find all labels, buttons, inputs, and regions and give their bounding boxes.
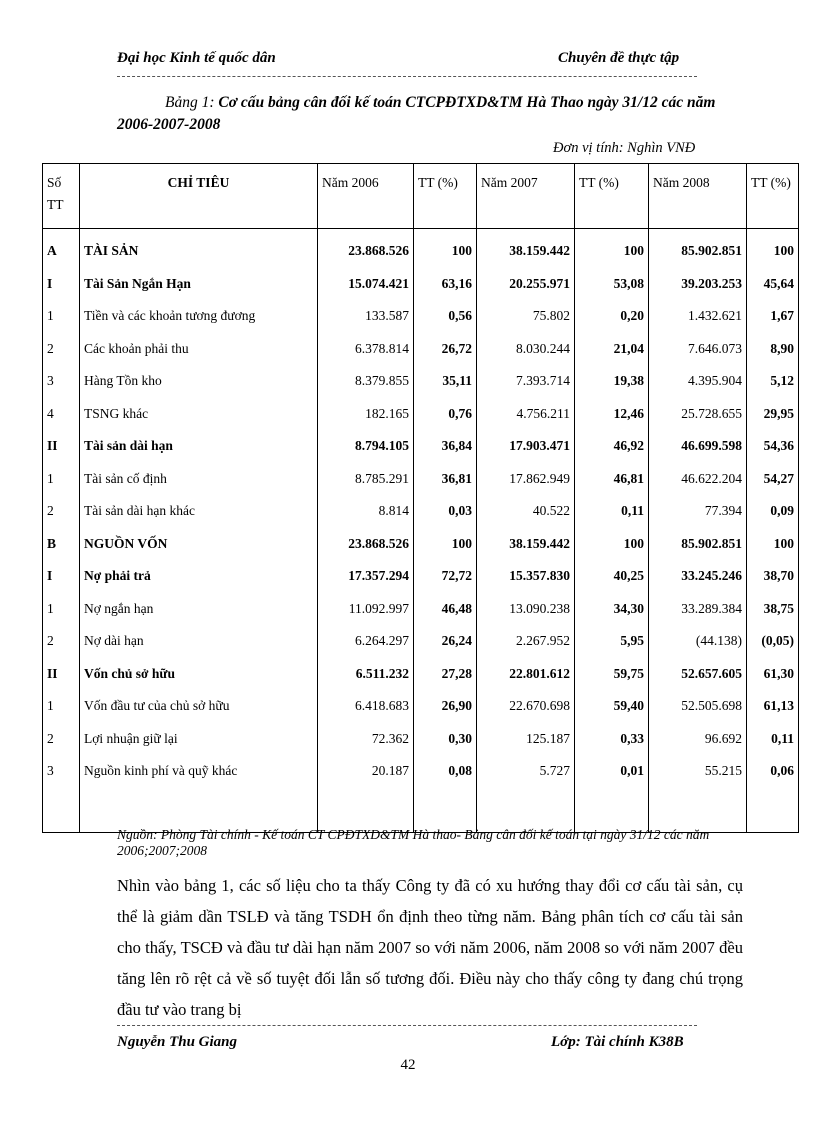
table-cell: 0,33 bbox=[575, 723, 649, 756]
table-cell: 3 bbox=[43, 755, 80, 788]
caption-text: Cơ cấu bảng cân đối kế toán CTCPĐTXD&TM Hà Thao ngày 31/12 các năm 2006-2007-2008 bbox=[117, 94, 716, 133]
table-cell: 8,90 bbox=[747, 333, 799, 366]
table-cell: 20.187 bbox=[318, 755, 414, 788]
table-cell: 21,04 bbox=[575, 333, 649, 366]
table-cell: 1 bbox=[43, 593, 80, 626]
table-cell: 40.522 bbox=[477, 495, 575, 528]
table-cell: 0,11 bbox=[575, 495, 649, 528]
table-cell: 46.622.204 bbox=[649, 463, 747, 496]
table-cell: Các khoản phải thu bbox=[80, 333, 318, 366]
table-row bbox=[43, 528, 799, 561]
table-cell: 13.090.238 bbox=[477, 593, 575, 626]
table-cell: 100 bbox=[575, 229, 649, 268]
table-cell: 11.092.997 bbox=[318, 593, 414, 626]
table-cell: 19,38 bbox=[575, 365, 649, 398]
footer-author: Nguyễn Thu Giang bbox=[117, 1034, 238, 1050]
table-cell: 63,16 bbox=[414, 268, 477, 301]
table-cell: 29,95 bbox=[747, 398, 799, 431]
table-cell: 26,90 bbox=[414, 690, 477, 723]
header-university: Đại học Kinh tế quốc dân bbox=[117, 50, 276, 66]
table-cell: 85.902.851 bbox=[649, 229, 747, 268]
table-cell: 27,28 bbox=[414, 658, 477, 691]
table-cell: Lợi nhuận giữ lại bbox=[80, 723, 318, 756]
table-cell: 33.245.246 bbox=[649, 560, 747, 593]
table-row bbox=[43, 365, 799, 398]
table-cell: B bbox=[43, 528, 80, 561]
table-cell: 100 bbox=[414, 229, 477, 268]
page-number: 42 bbox=[400, 1057, 416, 1073]
table-cell: 17.357.294 bbox=[318, 560, 414, 593]
table-cell: Nợ dài hạn bbox=[80, 625, 318, 658]
table-caption bbox=[117, 92, 747, 136]
table-cell: 96.692 bbox=[649, 723, 747, 756]
table-cell: 77.394 bbox=[649, 495, 747, 528]
table-cell: Vốn chủ sở hữu bbox=[80, 658, 318, 691]
table-cell: 17.862.949 bbox=[477, 463, 575, 496]
table-cell: 7.646.073 bbox=[649, 333, 747, 366]
table-cell: 100 bbox=[414, 528, 477, 561]
footer-class: Lớp: Tài chính K38B bbox=[551, 1034, 684, 1050]
table-cell: 52.505.698 bbox=[649, 690, 747, 723]
table-cell: 0,11 bbox=[747, 723, 799, 756]
table-cell: 46,81 bbox=[575, 463, 649, 496]
table-row bbox=[43, 560, 799, 593]
header-divider bbox=[117, 76, 697, 77]
header-cell: TT (%) bbox=[575, 164, 649, 229]
table-cell: 38,75 bbox=[747, 593, 799, 626]
table-cell bbox=[575, 788, 649, 833]
table-cell: 7.393.714 bbox=[477, 365, 575, 398]
table-cell: 0,56 bbox=[414, 300, 477, 333]
table-cell: A bbox=[43, 229, 80, 268]
table-cell: 54,36 bbox=[747, 430, 799, 463]
table-cell: 2.267.952 bbox=[477, 625, 575, 658]
table-cell: Tài Sản Ngắn Hạn bbox=[80, 268, 318, 301]
table-cell: 8.814 bbox=[318, 495, 414, 528]
table-cell: Vốn đầu tư của chủ sở hữu bbox=[80, 690, 318, 723]
table-cell: 0,30 bbox=[414, 723, 477, 756]
table-row bbox=[43, 593, 799, 626]
table-row bbox=[43, 690, 799, 723]
table-cell: II bbox=[43, 658, 80, 691]
table-cell: 6.511.232 bbox=[318, 658, 414, 691]
table-cell: 125.187 bbox=[477, 723, 575, 756]
table-cell: TSNG khác bbox=[80, 398, 318, 431]
table-row bbox=[43, 723, 799, 756]
table-cell: 100 bbox=[747, 229, 799, 268]
table-cell: 38.159.442 bbox=[477, 229, 575, 268]
table-cell: 17.903.471 bbox=[477, 430, 575, 463]
table-cell: 0,01 bbox=[575, 755, 649, 788]
table-row bbox=[43, 268, 799, 301]
table-cell: 5.727 bbox=[477, 755, 575, 788]
table-cell: 25.728.655 bbox=[649, 398, 747, 431]
table-cell: 0,06 bbox=[747, 755, 799, 788]
table-cell: I bbox=[43, 560, 80, 593]
table-cell: 40,25 bbox=[575, 560, 649, 593]
table-cell: 72.362 bbox=[318, 723, 414, 756]
table-row bbox=[43, 463, 799, 496]
table-cell: 46.699.598 bbox=[649, 430, 747, 463]
table-cell: 0,08 bbox=[414, 755, 477, 788]
table-cell: 34,30 bbox=[575, 593, 649, 626]
table-cell: 1,67 bbox=[747, 300, 799, 333]
source-note: Nguồn: Phòng Tài chính - Kế toán CT CPĐTXD&TM Hà thao- Bảng cân đối kế toán tại ngày 31/12 các năm 2006;2007;2008 bbox=[117, 827, 710, 858]
table-cell bbox=[477, 788, 575, 833]
table-cell: 53,08 bbox=[575, 268, 649, 301]
table-row bbox=[43, 430, 799, 463]
table-cell: 46,48 bbox=[414, 593, 477, 626]
table-row bbox=[43, 495, 799, 528]
table-cell: 4 bbox=[43, 398, 80, 431]
table-cell: 72,72 bbox=[414, 560, 477, 593]
header-cell: Năm 2008 bbox=[649, 164, 747, 229]
table-body bbox=[43, 229, 799, 833]
table-cell: 23.868.526 bbox=[318, 528, 414, 561]
table-cell: 2 bbox=[43, 723, 80, 756]
table-cell: 182.165 bbox=[318, 398, 414, 431]
table-cell: 4.395.904 bbox=[649, 365, 747, 398]
table-cell: 1 bbox=[43, 690, 80, 723]
table-cell: 6.418.683 bbox=[318, 690, 414, 723]
table-cell bbox=[649, 788, 747, 833]
header-cell: Năm 2006 bbox=[318, 164, 414, 229]
table-cell: Nợ phải trả bbox=[80, 560, 318, 593]
table-cell: Tiền và các khoản tương đương bbox=[80, 300, 318, 333]
table-cell: 2 bbox=[43, 495, 80, 528]
table-cell: 35,11 bbox=[414, 365, 477, 398]
table-cell bbox=[43, 788, 80, 833]
table-row bbox=[43, 625, 799, 658]
table-cell: (0,05) bbox=[747, 625, 799, 658]
table-cell: 26,72 bbox=[414, 333, 477, 366]
table-cell: 5,95 bbox=[575, 625, 649, 658]
table-row bbox=[43, 755, 799, 788]
table-cell: 133.587 bbox=[318, 300, 414, 333]
table-cell: 15.357.830 bbox=[477, 560, 575, 593]
table-cell: Tài sản dài hạn bbox=[80, 430, 318, 463]
table-cell: Nợ ngắn hạn bbox=[80, 593, 318, 626]
table-cell bbox=[414, 788, 477, 833]
table-cell: I bbox=[43, 268, 80, 301]
table-cell: Tài sản cố định bbox=[80, 463, 318, 496]
table-cell: 45,64 bbox=[747, 268, 799, 301]
table-cell: 54,27 bbox=[747, 463, 799, 496]
table-cell: 36,81 bbox=[414, 463, 477, 496]
table-cell: 0,76 bbox=[414, 398, 477, 431]
table-cell: 22.801.612 bbox=[477, 658, 575, 691]
table-cell: 46,92 bbox=[575, 430, 649, 463]
table-cell: 59,75 bbox=[575, 658, 649, 691]
footer-divider bbox=[117, 1025, 697, 1026]
table-cell: 2 bbox=[43, 333, 80, 366]
table-cell: 85.902.851 bbox=[649, 528, 747, 561]
table-cell bbox=[318, 788, 414, 833]
table-cell: 100 bbox=[575, 528, 649, 561]
table-cell: 3 bbox=[43, 365, 80, 398]
table-row bbox=[43, 658, 799, 691]
table-header-row bbox=[43, 164, 799, 229]
table-cell: Nguồn kinh phí và quỹ khác bbox=[80, 755, 318, 788]
table-cell: 8.379.855 bbox=[318, 365, 414, 398]
table-cell: 8.030.244 bbox=[477, 333, 575, 366]
table-row bbox=[43, 300, 799, 333]
table-cell: 1.432.621 bbox=[649, 300, 747, 333]
table-cell: 1 bbox=[43, 463, 80, 496]
table-cell bbox=[80, 788, 318, 833]
table-cell: 0,09 bbox=[747, 495, 799, 528]
table-cell: 6.264.297 bbox=[318, 625, 414, 658]
table-cell: 8.785.291 bbox=[318, 463, 414, 496]
table-cell: 12,46 bbox=[575, 398, 649, 431]
table-cell: 75.802 bbox=[477, 300, 575, 333]
header-report-type: Chuyên đề thực tập bbox=[558, 50, 680, 66]
header-cell: TT (%) bbox=[414, 164, 477, 229]
table-cell: 8.794.105 bbox=[318, 430, 414, 463]
table-cell: 1 bbox=[43, 300, 80, 333]
table-cell: 20.255.971 bbox=[477, 268, 575, 301]
table-cell: 38.159.442 bbox=[477, 528, 575, 561]
table-cell: 39.203.253 bbox=[649, 268, 747, 301]
table-cell: Hàng Tồn kho bbox=[80, 365, 318, 398]
header-cell: Năm 2007 bbox=[477, 164, 575, 229]
header-cell: TT (%) bbox=[747, 164, 799, 229]
table-cell: 36,84 bbox=[414, 430, 477, 463]
table-cell: II bbox=[43, 430, 80, 463]
table-cell: 100 bbox=[747, 528, 799, 561]
table-cell: (44.138) bbox=[649, 625, 747, 658]
table-cell: 15.074.421 bbox=[318, 268, 414, 301]
table-row bbox=[43, 333, 799, 366]
table-row bbox=[43, 229, 799, 268]
table-cell: 2 bbox=[43, 625, 80, 658]
table-spacer-row bbox=[43, 788, 799, 833]
table-cell bbox=[747, 788, 799, 833]
unit-label: Đơn vị tính: Nghìn VNĐ bbox=[553, 140, 696, 156]
table-cell: 5,12 bbox=[747, 365, 799, 398]
header-cell: CHỈ TIÊU bbox=[80, 164, 318, 229]
table-cell: 61,13 bbox=[747, 690, 799, 723]
table-cell: 4.756.211 bbox=[477, 398, 575, 431]
table-cell: 26,24 bbox=[414, 625, 477, 658]
table-cell: 23.868.526 bbox=[318, 229, 414, 268]
table-cell: 61,30 bbox=[747, 658, 799, 691]
header-cell: Số TT bbox=[43, 164, 80, 229]
table-cell: 55.215 bbox=[649, 755, 747, 788]
table-cell: 0,20 bbox=[575, 300, 649, 333]
table-cell: 59,40 bbox=[575, 690, 649, 723]
table-cell: 38,70 bbox=[747, 560, 799, 593]
table-row bbox=[43, 398, 799, 431]
table-cell: 0,03 bbox=[414, 495, 477, 528]
table-cell: TÀI SẢN bbox=[80, 229, 318, 268]
body-paragraph: Nhìn vào bảng 1, các số liệu cho ta thấy Công ty đã có xu hướng thay đổi cơ cấu tài sản, cụ thể là giảm dần TSLĐ và tăng TSDH ổn định theo từng năm. Bảng phân tích cơ cấu tài sản cho thấy, TSCĐ và đầu tư dài hạn năm 2007 so với năm 2006, năm 2008 so với năm 2007 đều tăng lên rõ rệt cả về số tuyệt đối lẫn số tương đối. Điều này cho thấy công ty đang chú trọng đầu tư vào trang bị bbox=[117, 876, 743, 1019]
balance-sheet-table bbox=[42, 163, 799, 833]
table-cell: Tài sản dài hạn khác bbox=[80, 495, 318, 528]
table-cell: 22.670.698 bbox=[477, 690, 575, 723]
table-cell: 52.657.605 bbox=[649, 658, 747, 691]
caption-prefix: Bảng 1: bbox=[165, 94, 219, 111]
table-cell: 33.289.384 bbox=[649, 593, 747, 626]
table-cell: 6.378.814 bbox=[318, 333, 414, 366]
table-cell: NGUỒN VỐN bbox=[80, 528, 318, 561]
